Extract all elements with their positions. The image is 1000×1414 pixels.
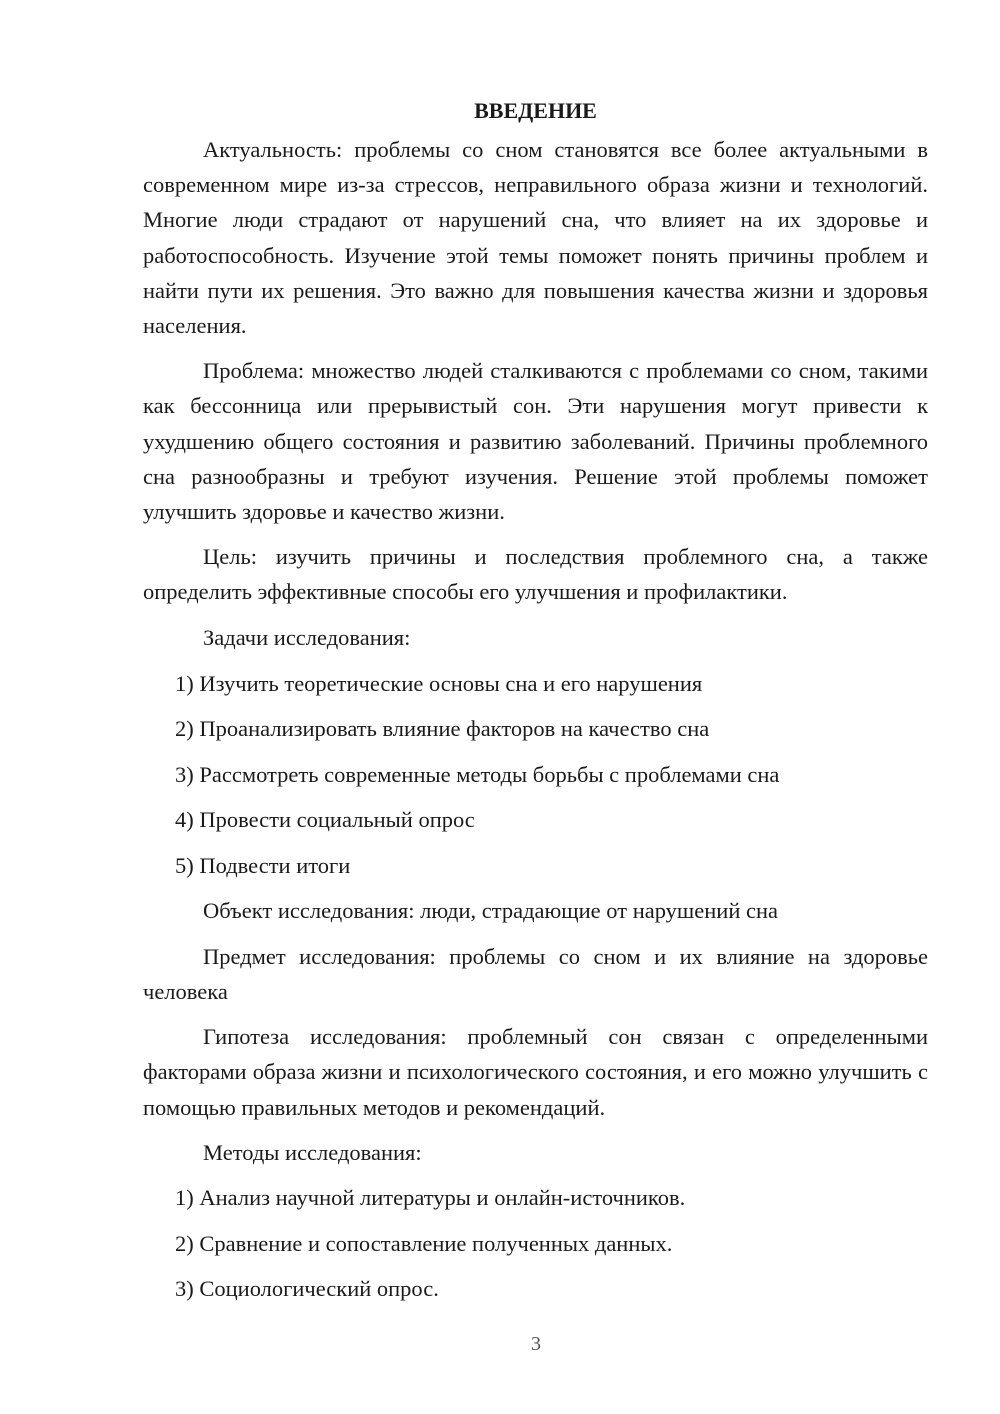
- document-page: [143, 94, 928, 1306]
- relevance-paragraph: Актуальность: проблемы со сном становятся все более актуальными в современном мире из-за стрессов, неправильного образа жизни и технологий. Многие люди страдают от нарушений сна, что влияет на их здоровье и работоспособность. Изучение этой темы поможет понять причины проблем и найти пути их решения. Это важно для повышения качества жизни и здоровья населения.: [143, 137, 928, 339]
- list-item: 2) Сравнение и сопоставление полученных данных.: [175, 1230, 673, 1256]
- paragraph-spacer: [143, 928, 928, 939]
- paragraph-spacer: [143, 529, 928, 539]
- paragraph-spacer: [143, 1215, 928, 1226]
- section-heading: ВВЕДЕНИЕ: [474, 98, 597, 123]
- paragraph-spacer: [143, 610, 928, 621]
- page-number: 3: [531, 1333, 541, 1355]
- paragraph-spacer: [143, 1125, 928, 1135]
- methods-list: [143, 1180, 928, 1306]
- problem-paragraph: Проблема: множество людей сталкиваются с проблемами со сном, такими как бессонница или прерывистый сон. Эти нарушения могут привести к ухудшению общего состояния и развитию заболеваний. Причины проблемного сна разнообразны и требуют изучения. Решение этой проблемы поможет улучшить здоровье и качество жизни.: [143, 358, 928, 525]
- paragraph-spacer: [143, 1009, 928, 1019]
- subject-paragraph: Предмет исследования: проблемы со сном и их влияние на здоровье человека: [143, 943, 928, 1005]
- goal-paragraph: Цель: изучить причины и последствия проблемного сна, а также определить эффективные способы его улучшения и профилактики.: [143, 544, 928, 605]
- paragraph-spacer: [143, 655, 928, 666]
- paragraph-spacer: [143, 792, 928, 803]
- paragraph-spacer: [143, 746, 928, 757]
- list-item: 1) Изучить теоретические основы сна и его нарушения: [175, 670, 703, 696]
- paragraph-spacer: [143, 701, 928, 712]
- tasks-list: [143, 666, 928, 883]
- list-item: 3) Рассмотреть современные методы борьбы с проблемами сна: [175, 761, 780, 787]
- list-item: 5) Подвести итоги: [175, 852, 351, 878]
- list-item: 3) Социологический опрос.: [175, 1276, 439, 1302]
- paragraph-spacer: [143, 1261, 928, 1272]
- paragraph-spacer: [143, 1170, 928, 1181]
- list-item: 1) Анализ научной литературы и онлайн-источников.: [175, 1185, 686, 1211]
- methods-title: Методы исследования:: [203, 1139, 422, 1165]
- list-item: 4) Провести социальный опрос: [175, 807, 475, 833]
- paragraph-spacer: [143, 883, 928, 894]
- paragraph-spacer: [143, 837, 928, 848]
- paragraph-spacer: [143, 343, 928, 353]
- hypothesis-paragraph: Гипотеза исследования: проблемный сон связан с определенными факторами образа жизни и психологического состояния, и его можно улучшить с помощью правильных методов и рекомендаций.: [143, 1024, 928, 1120]
- object-paragraph: Объект исследования: люди, страдающие от нарушений сна: [203, 898, 779, 924]
- tasks-title: Задачи исследования:: [203, 625, 411, 651]
- list-item: 2) Проанализировать влияние факторов на качество сна: [175, 716, 710, 742]
